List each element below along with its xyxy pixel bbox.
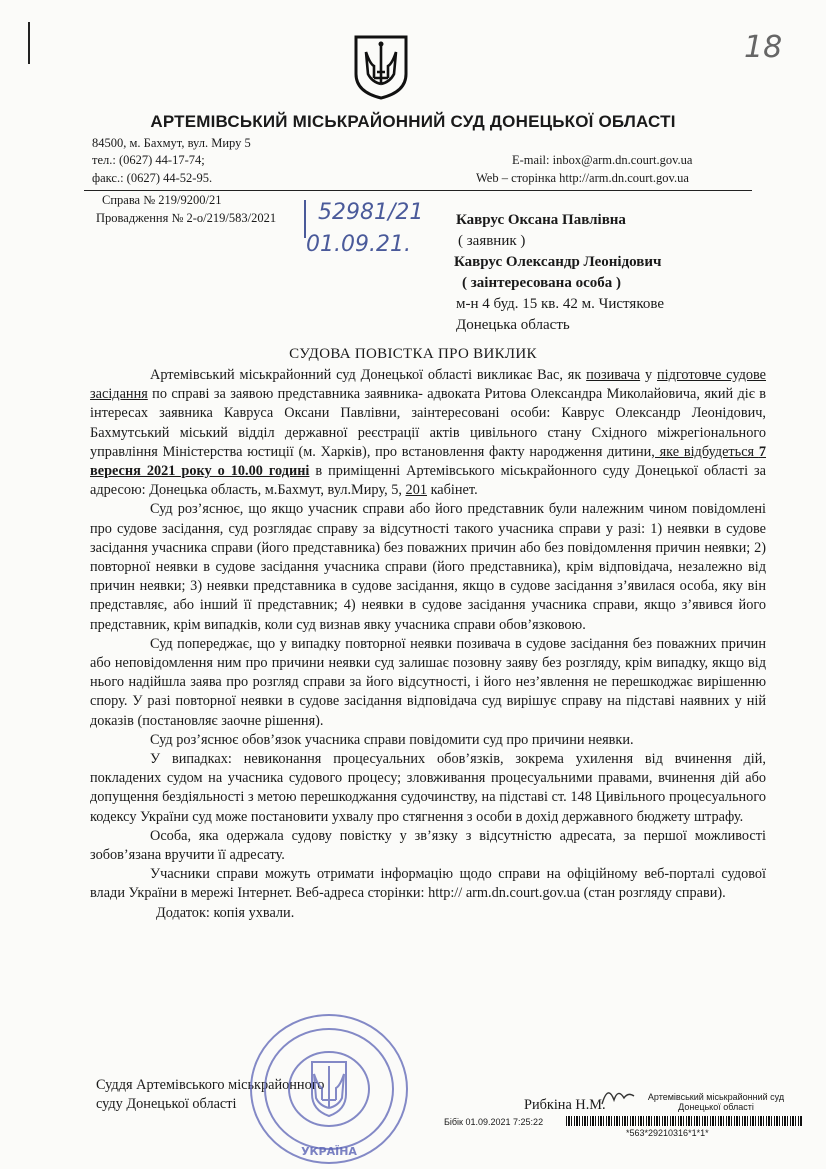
- summons-text-a: Артемівський міськрайонний суд Донецької області викликає Вас, як: [150, 367, 587, 383]
- paragraph-fine: У випадках: невиконання процесуальних обов’язків, зокрема ухилення від вчинення дій, покладених судом на учасника судового процесу; зловживання процесуальними правами, вчинення дій або допущення бездіяльності з метою перешкоджання судочинству, на підставі ст. 148 Цивільного процесуального кодексу України суд може постановити ухвалу про стягнення з особи в дохід державного бюджету штрафу.: [90, 751, 766, 825]
- coat-of-arms-icon: [352, 34, 410, 100]
- court-stamp-icon: [246, 1010, 412, 1168]
- summons-role: позивача: [586, 367, 641, 383]
- court-fax: факс.: (0627) 44-52-95.: [92, 171, 213, 185]
- registry-code: *563*29210316*1*1*: [626, 1128, 709, 1138]
- summons-text-c: по справі за заявою представника заявника- адвоката Ритова Олександра Миколайовича, який діє в інтересах заявника Кавруса Оксани Павлівни, заінтересовані особи: Каврус Олександр Леонідович, Бахмутський міський відділ державної реєстрації актів цивільного стану Східного міжрегіонального управління Міністерства юстиції (м. Харків), про встановлення факту народження дитини: [90, 386, 766, 460]
- paragraph-notify-duty: Суд роз’яснює обов’язок учасника справи повідомити суд про причини неявки.: [150, 731, 634, 748]
- court-email: E-mail: inbox@arm.dn.court.gov.ua: [512, 153, 693, 167]
- recipient-name-1: Каврус Оксана Павлівна: [456, 212, 626, 228]
- paragraph-absence-rules: Суд роз’яснює, що якщо учасник справи або його представник були належним чином повідомлені про судове засідання, суд розглядає справу за відсутності такого учасника справи у разі: 1) неявки в судове засідання учасника справи (його представника) без поважних причин або без повідомлення причин неявки; 2) повторної неявки в судове засідання учасника справи (його представника), крім відповідача, незалежно від причин неявки; 3) неявки представника в судове засідання, якщо в судове засідання з’явилася особа, яку він представляє, або інший її представник; 4) неявки в судове засідання учасника справи, якщо з’явився його представник, крім випадків, коли суд визнав явку учасника справи обов’язковою.: [90, 501, 766, 633]
- margin-mark: [28, 22, 30, 64]
- handwritten-bracket: [304, 200, 306, 238]
- handwritten-date: 01.09.21.: [306, 232, 411, 257]
- registry-clerk: Бібік 01.09.2021 7:25:22: [444, 1117, 544, 1127]
- judge-title-line-1: Суддя Артемівського міськрайонного: [96, 1077, 325, 1093]
- recipient-role-1: ( заявник ): [458, 233, 526, 249]
- court-phone: тел.: (0627) 44-17-74;: [92, 153, 205, 167]
- paragraph-warning: Суд попереджає, що у випадку повторної неявки позивача в судове засідання без поважних причин або неповідомлення ним про причини неявки суд залишає позовну заяву без розгляду, крім випадку, якщо від нього надійшла заява про розгляд справи за його відсутності, і його нез’явлення не перешкоджає вирішенню спору. У разі повторної неявки в судове засідання відповідача суд вирішує справу на підставі наявних у ній доказів (постановляє заочне рішення).: [90, 635, 766, 729]
- paragraph-summons: [90, 366, 766, 500]
- barcode: [566, 1116, 802, 1126]
- header-divider: [84, 190, 752, 191]
- summons-text-b: у: [640, 367, 657, 383]
- recipients-block: [456, 210, 664, 336]
- handwritten-number: 52981/21: [318, 200, 424, 225]
- court-web: Web – сторінка http://arm.dn.court.gov.ua: [476, 171, 689, 185]
- paragraph-web-portal: Учасники справи можуть отримати інформацію щодо справи на офіційному веб-порталі судової влади України в мережі Інтернет. Веб-адреса сторінки: http:// arm.dn.court.gov.ua (стан розгляду справи).: [90, 866, 766, 902]
- registry-stamp: [626, 1092, 806, 1112]
- registry-court-line-2: Донецької області: [678, 1102, 754, 1112]
- registry-court-line-1: Артемівський міськрайонний суд: [647, 1092, 785, 1102]
- document-body: [90, 366, 766, 923]
- judge-name: Рибкіна Н.М.: [524, 1097, 606, 1113]
- recipient-role-2: ( заінтересована особа ): [462, 275, 621, 291]
- proceeding-number: Провадження № 2-о/219/583/2021: [96, 211, 277, 225]
- summons-room: 201: [405, 482, 427, 499]
- summons-text-d: , яке відбудеться: [651, 443, 759, 460]
- recipient-address-1: м-н 4 буд. 15 кв. 42 м. Чистякове: [456, 296, 664, 312]
- recipient-address-2: Донецька область: [456, 317, 570, 333]
- summons-hearing-type: підготовче судове засідання: [90, 367, 767, 403]
- recipient-name-2: Каврус Олександр Леонідович: [454, 254, 662, 270]
- summons-datetime: 7 вересня 2021 року о 10.00 годині: [90, 443, 767, 480]
- page-number: 18: [744, 30, 783, 65]
- paragraph-delivery: Особа, яка одержала судову повістку у зв’язку з відсутністю адресата, за першої можливості зобов’язана вручити її адресату.: [90, 827, 766, 864]
- case-number: Справа № 219/9200/21: [102, 193, 222, 207]
- judge-title-line-2: суду Донецької області: [96, 1096, 237, 1112]
- stamp-text: УКРАЇНА: [301, 1145, 357, 1158]
- court-address: 84500, м. Бахмут, вул. Миру 5: [92, 136, 251, 150]
- document-heading: СУДОВА ПОВІСТКА ПРО ВИКЛИК: [289, 346, 537, 362]
- court-name: АРТЕМІВСЬКИЙ МІСЬКРАЙОННИЙ СУД ДОНЕЦЬКОЇ ОБЛАСТІ: [150, 112, 676, 131]
- summons-text-f: кабінет.: [427, 482, 478, 499]
- summons-text-e: в приміщенні Артемівського міськрайонного суду Донецької області за адресою: Донецька область, м.Бахмут, вул.Миру, 5,: [90, 463, 766, 499]
- attachment-note: Додаток: копія ухвали.: [156, 904, 295, 921]
